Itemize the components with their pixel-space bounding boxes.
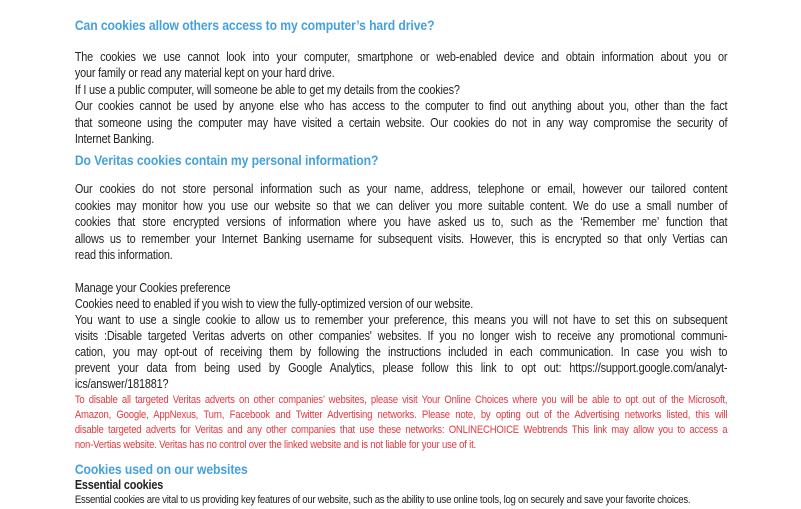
essential-cookies-description: Essential cookies are vital to us providing key features of our website, such as the ability to use online tools, log on securely and save your favorite choices. [74,494,691,507]
text-line: your family or read any material kept on your hard drive. [74,66,335,81]
text-line: disable targeted adverts for Veritas and any other companies that use these networks: ONLINECHOICE Webtrends This link may allow you to access a [74,424,728,437]
text-line: Amazon, Google, AppNexus, Turn, Facebook and Twitter Advertising networks. Please note, by opting out of the Advertising networks listed, this will [74,409,728,422]
text-line: Manage your Cookies preference [74,281,231,296]
text-line: that someone using the computer may have visited a certain website. Our cookies do not in any way compromise the security of [74,115,728,130]
section-heading-cookies-used: Cookies used on our websites [74,461,248,478]
text-line: read this information. [74,248,173,263]
text-line: You want to use a single cookie to allow us to remember your preference, this means you will not have to set this on subsequent [74,313,728,328]
text-line: Our cookies cannot be used by anyone else who has access to the computer to find out anything about you, other than the fact [74,99,728,114]
text-line: cation, you may opt-out of receiving them by following the instructions included in each communication. In case you wish to [74,345,728,360]
text-line: non-Vertias website. Veritas has no control over the linked website and is not liable for your use of it. [74,439,476,452]
text-line: prevent your data from being used by Google Analytics, please follow this link to opt out: https://support.google.com/analyt- [74,361,728,376]
paragraph-hard-drive-answer [75,49,728,147]
paragraph-manage-cookies-preference [75,280,728,392]
paragraph-advert-opt-out-warning [75,393,728,453]
text-line: Internet Banking. [74,132,155,147]
essential-cookies-subheading: Essential cookies [74,478,164,493]
text-line: If I use a public computer, will someone be able to get my details from the cookies? [74,82,460,97]
text-line: To disable all targeted Veritas adverts on other companies’ websites, please visit Your Online Choices where you will be able to opt out of the Microsoft, [74,394,728,407]
section-heading-personal-information: Do Veritas cookies contain my personal information? [74,152,379,169]
section-heading-hard-drive-access: Can cookies allow others access to my computer’s hard drive? [74,17,435,33]
text-line: Cookies need to enabled if you wish to view the fully-optimized version of our website. [74,297,474,312]
text-line: cookies that store encrypted versions of information where you have asked us to, such as the ‘Remember me’ function that [74,215,728,230]
text-line: Our cookies do not store personal information such as your name, address, telephone or email, however our tailored content [74,182,728,197]
text-line: visits :Disable targeted Veritas adverts on other companies' websites. If you no longer wish to receive any promotional communi- [74,329,728,344]
text-line: The cookies we use cannot look into your computer, smartphone or web-enabled device and obtain information about you or [74,50,728,64]
text-line: allows us to remember your Internet Banking username for subsequent visits. However, this is encrypted so that only Vertias can [74,231,728,246]
text-line: cookies may monitor how you use our website so that we can deliver you more suitable content. We do use a small number of [74,198,728,213]
paragraph-personal-information-answer [75,181,728,263]
text-line: ics/answer/181881? [74,377,169,392]
